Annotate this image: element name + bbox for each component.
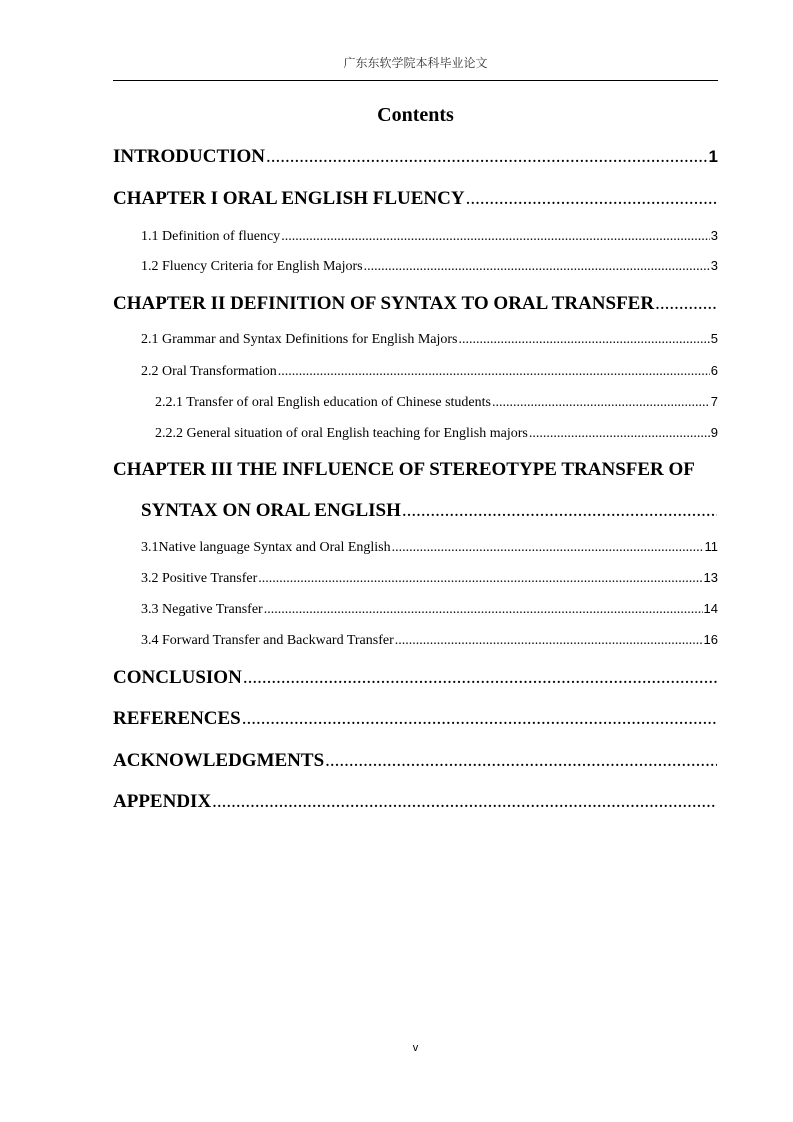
toc-entry-2-2[interactable]: 2.2 Oral Transformation ..... 6 [141, 363, 718, 380]
toc-entry-2-1[interactable]: 2.1 Grammar and Syntax Definitions for English Majors ..... 5 [141, 331, 718, 348]
toc-entry-2-2-1[interactable]: 2.2.1 Transfer of oral English education of Chinese students ..... 7 [155, 394, 718, 411]
toc-entry-2-2-2[interactable]: 2.2.2 General situation of oral English teaching for English majors ..... 9 [155, 425, 718, 442]
page-title: Contents [377, 104, 454, 126]
toc-entry-3-2[interactable]: 3.2 Positive Transfer ..... 13 [141, 570, 718, 587]
toc-entry-3-3[interactable]: 3.3 Negative Transfer ..... 14 [141, 601, 718, 618]
toc-entry-references[interactable]: REFERENCES ..... [113, 708, 718, 730]
header-rule [113, 80, 718, 81]
toc-entry-1-2[interactable]: 1.2 Fluency Criteria for English Majors ..... 3 [141, 258, 718, 275]
toc-entry-chapter-3-line1[interactable]: CHAPTER III THE INFLUENCE OF STEREOTYPE TRANSFER OF [113, 459, 695, 480]
toc-entry-conclusion[interactable]: CONCLUSION ..... [113, 667, 718, 689]
toc-entry-acknowledgments[interactable]: ACKNOWLEDGMENTS ..... [113, 750, 718, 772]
toc-entry-3-1[interactable]: 3.1Native language Syntax and Oral English ..... 11 [141, 539, 718, 556]
toc-entry-chapter-3[interactable]: SYNTAX ON ORAL ENGLISH ..... [141, 500, 718, 522]
toc-entry-1-1[interactable]: 1.1 Definition of fluency ..... 3 [141, 228, 718, 245]
toc-entry-appendix[interactable]: APPENDIX ..... [113, 791, 718, 813]
toc-entry-3-4[interactable]: 3.4 Forward Transfer and Backward Transfer ..... 16 [141, 632, 718, 649]
page-header: 广东东软学院本科毕业论文 [343, 56, 488, 70]
toc-entry-chapter-2[interactable]: CHAPTER II DEFINITION OF SYNTAX TO ORAL TRANSFER ..... [113, 293, 718, 315]
page-number: v [412, 1042, 419, 1054]
toc-entry-chapter-1[interactable]: CHAPTER I ORAL ENGLISH FLUENCY ..... [113, 188, 718, 210]
toc-entry-introduction[interactable]: INTRODUCTION ..... 1 [113, 146, 718, 168]
